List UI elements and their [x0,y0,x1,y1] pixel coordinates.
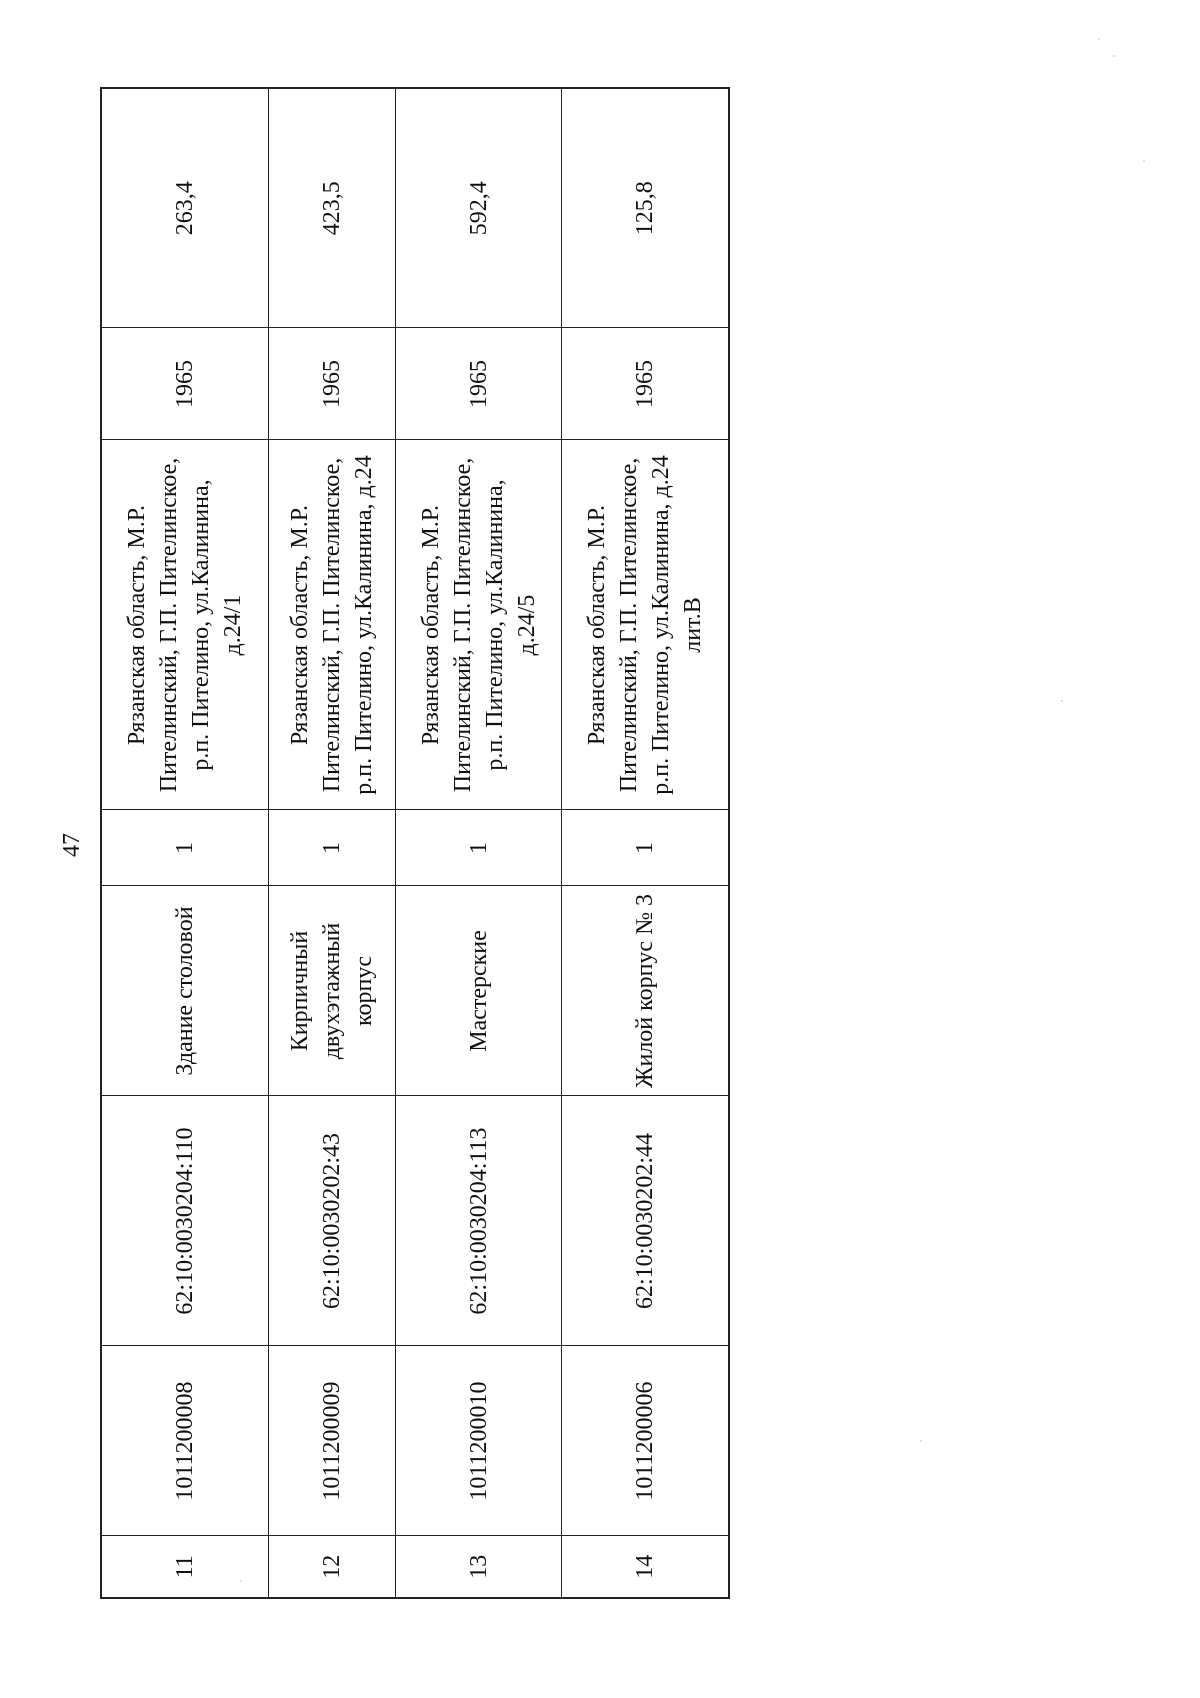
scan-speck [240,1580,242,1582]
quantity-cell: 1 [396,810,562,886]
year-cell: 1965 [101,328,268,440]
table-row [396,88,562,1598]
cadastral-number-cell: 62:10:0030202:43 [268,1096,396,1346]
area-cell: 592,4 [396,88,562,328]
quantity-cell: 1 [101,810,268,886]
registry-table-wrapper [100,89,730,1599]
object-name-cell: Мастерские [396,886,562,1096]
object-name-cell: Кирпичный двухэтажный корпус [268,886,396,1096]
table-row [268,88,396,1598]
quantity-cell: 1 [268,810,396,886]
address-cell: Рязанская область, М.Р. Пителинский, Г.П. Пителинское, р.п. Пителино, ул.Калинина, д.24 лит.В [562,440,729,810]
quantity-cell: 1 [562,810,729,886]
scan-speck [1098,38,1100,40]
row-number-cell: 13 [396,1536,562,1598]
scan-speck [1113,55,1115,57]
address-cell: Рязанская область, М.Р. Пителинский, Г.П. Пителинское, р.п. Пителино, ул.Калинина, д.24/5 [396,440,562,810]
cadastral-number-cell: 62:10:0030204:113 [396,1096,562,1346]
page-number: 47 [59,833,85,857]
table-row [562,88,729,1598]
area-cell: 125,8 [562,88,729,328]
table-row [101,88,268,1598]
address-cell: Рязанская область, М.Р. Пителинский, Г.П. Пителинское, р.п. Пителино, ул.Калинина, д.24 [268,440,396,810]
inventory-number-cell: 1011200008 [101,1346,268,1536]
scan-speck [1143,160,1145,162]
cadastral-number-cell: 62:10:0030204:110 [101,1096,268,1346]
row-number-cell: 12 [268,1536,396,1598]
inventory-number-cell: 1011200009 [268,1346,396,1536]
year-cell: 1965 [562,328,729,440]
row-number-cell: 14 [562,1536,729,1598]
scan-speck [1061,700,1063,702]
inventory-number-cell: 1011200010 [396,1346,562,1536]
address-cell: Рязанская область, М.Р. Пителинский, Г.П. Пителинское, р.п. Пителино, ул.Калинина, д.24/1 [101,440,268,810]
year-cell: 1965 [268,328,396,440]
year-cell: 1965 [396,328,562,440]
row-number-cell: 11 [101,1536,268,1598]
area-cell: 423,5 [268,88,396,328]
object-name-cell: Здание столовой [101,886,268,1096]
registry-table [100,87,730,1599]
scan-speck [920,1440,922,1442]
object-name-cell: Жилой корпус № 3 [562,886,729,1096]
cadastral-number-cell: 62:10:0030202:44 [562,1096,729,1346]
area-cell: 263,4 [101,88,268,328]
inventory-number-cell: 1011200006 [562,1346,729,1536]
